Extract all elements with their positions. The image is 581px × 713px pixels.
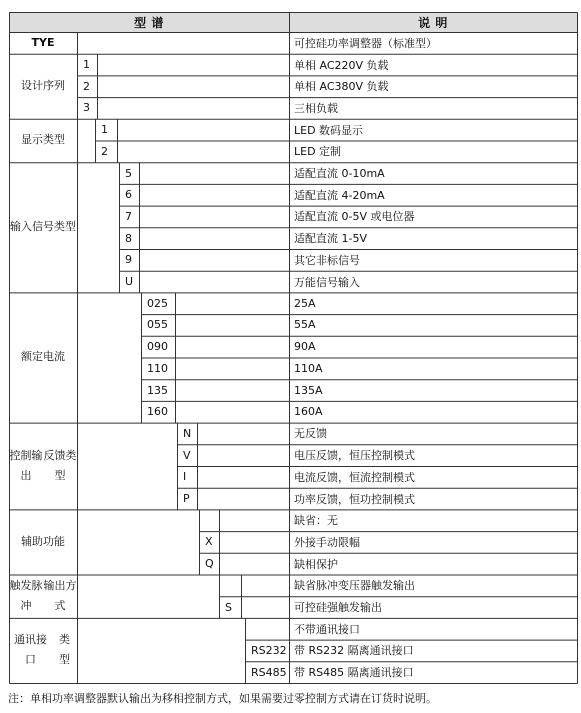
code-cell: RS232 xyxy=(251,643,287,657)
description-cell: 电压反馈，恒压控制模式 xyxy=(294,449,415,463)
code-cell: 025 xyxy=(147,296,168,310)
description-cell: 可控硅强触发输出 xyxy=(294,601,382,615)
section-label-line: 类型 xyxy=(54,220,76,234)
code-cell: 1 xyxy=(101,123,108,137)
description-cell: 缺省脉冲变压器触发输出 xyxy=(294,579,415,593)
description-cell: 适配直流 0-10mA xyxy=(294,167,385,181)
header-type-spectrum: 型 谱 xyxy=(134,15,164,30)
code-cell: 5 xyxy=(125,166,132,180)
description-cell: 缺省：无 xyxy=(294,514,338,528)
code-cell: 2 xyxy=(101,144,108,158)
description-cell: LED 数码显示 xyxy=(294,123,364,137)
description-cell: 适配直流 0-5V 或电位器 xyxy=(294,210,415,224)
code-cell: 135 xyxy=(147,383,168,397)
code-cell: 6 xyxy=(125,188,132,202)
description-cell: 135A xyxy=(294,383,323,397)
code-cell: 3 xyxy=(83,101,90,115)
section-label-line: 控制输出 xyxy=(9,448,43,482)
description-cell: LED 定制 xyxy=(294,145,342,159)
description-cell: 缺相保护 xyxy=(294,557,338,571)
section-label-line: 输入信号 xyxy=(10,220,54,234)
code-cell: P xyxy=(183,492,190,506)
description-cell: 不带通讯接口 xyxy=(294,622,360,636)
code-cell: X xyxy=(205,535,213,549)
description-cell: 55A xyxy=(294,318,316,332)
description-cell: 其它非标信号 xyxy=(294,253,360,267)
section-label-line: 设计序列 xyxy=(21,79,65,93)
code-cell: RS485 xyxy=(251,665,287,679)
description-cell: 无反馈 xyxy=(294,427,327,441)
description-cell: 三相负载 xyxy=(294,101,338,115)
code-cell: 110 xyxy=(147,361,168,375)
code-cell: S xyxy=(225,600,232,614)
code-cell: 1 xyxy=(83,58,90,72)
section-label-line: 触发脉冲 xyxy=(9,579,43,613)
code-cell: I xyxy=(183,470,187,484)
code-cell: 090 xyxy=(147,340,168,354)
code-cell: N xyxy=(183,426,192,440)
header-description: 说 明 xyxy=(418,15,448,30)
section-label-line: 反馈类型 xyxy=(43,448,77,482)
spec-table xyxy=(9,7,578,687)
description-cell: 25A xyxy=(294,296,316,310)
description-cell: 110A xyxy=(294,361,323,375)
table-grid xyxy=(9,7,578,687)
description-cell: 功率反馈，恒功控制模式 xyxy=(294,492,415,506)
description-cell: 带 RS485 隔离通讯接口 xyxy=(294,666,414,680)
code-cell: 7 xyxy=(125,209,132,223)
section-label-line: 辅助功能 xyxy=(21,534,65,548)
code-cell: V xyxy=(183,448,191,462)
description-cell: 单相 AC220V 负载 xyxy=(294,58,389,72)
description-cell: 90A xyxy=(294,340,316,354)
code-cell: 055 xyxy=(147,318,168,332)
code-cell: 8 xyxy=(125,231,132,245)
section-label-line: 显示类型 xyxy=(21,133,65,147)
code-cell: U xyxy=(125,275,134,289)
description-cell: 带 RS232 隔离通讯接口 xyxy=(294,644,414,658)
section-label-line: 通讯接口 xyxy=(14,633,48,667)
description-cell: 适配直流 1-5V xyxy=(294,232,367,246)
section-label-line: 类 型 xyxy=(59,633,71,667)
code-cell: Q xyxy=(205,557,214,571)
code-cell: 9 xyxy=(125,253,132,267)
code-cell: 2 xyxy=(83,79,90,93)
code-cell: 160 xyxy=(147,405,168,419)
model-description: 可控硅功率调整器（标准型） xyxy=(294,36,437,50)
model-code: TYE xyxy=(31,36,55,50)
footnote: 注：单相功率调整器默认输出为移相控制方式，如果需要过零控制方式请在订货时说明。 xyxy=(8,692,437,705)
description-cell: 万能信号输入 xyxy=(294,275,360,289)
section-label-line: 额定电流 xyxy=(21,350,65,364)
description-cell: 电流反馈，恒流控制模式 xyxy=(294,470,415,484)
description-cell: 适配直流 4-20mA xyxy=(294,188,385,202)
description-cell: 160A xyxy=(294,405,323,419)
description-cell: 外接手动限幅 xyxy=(294,535,360,549)
section-label-line: 输出方式 xyxy=(43,579,77,613)
description-cell: 单相 AC380V 负载 xyxy=(294,80,389,94)
